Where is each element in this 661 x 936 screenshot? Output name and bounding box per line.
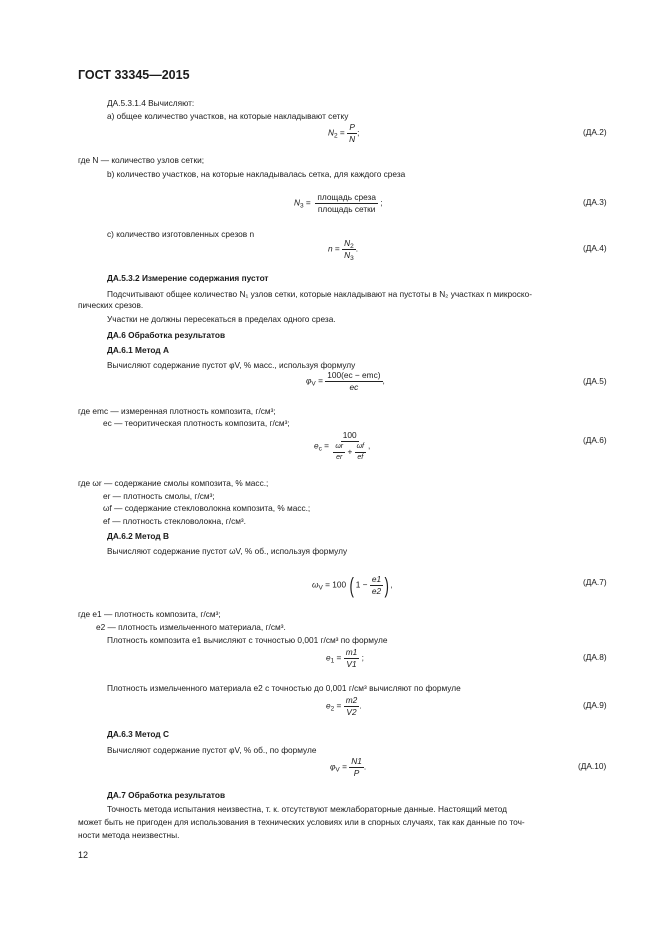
equation-number-da5: (ДА.5) [583, 376, 607, 386]
where-ec: ec — теоритическая плотность композита, г/см³; [103, 418, 290, 428]
item-b: b) количество участков, на которые накладывалась сетка, для каждого среза [107, 169, 406, 179]
page-number: 12 [78, 850, 89, 860]
paragraph-e1: Плотность композита e1 вычисляют с точностью 0,001 г/см³ по формуле [107, 635, 388, 645]
equation-da4: n = $\frac{N_2}{N_3}$ . [328, 238, 359, 262]
equation-da10: $\varphi_V$ = $\frac{N1}{P}$ . [330, 756, 367, 778]
equation-da6: $e_c$ = 100 $\frac{\omega r}{er}$ + $\frac{\omega f}{ef}$ , [314, 430, 371, 461]
method-a-intro: Вычисляют содержание пустот φV, % масс., используя формулу [107, 360, 356, 370]
item-a: a) общее количество участков, на которые накладывают сетку [107, 111, 349, 121]
equation-number-da4: (ДА.4) [583, 243, 607, 253]
where-er: er — плотность смолы, г/см³; [103, 491, 215, 501]
equation-number-da6: (ДА.6) [583, 435, 607, 445]
method-b-intro: Вычисляют содержание пустот ωV, % об., используя формулу [107, 546, 348, 556]
paragraph-e2: Плотность измельченного материала e2 с точностью до 0,001 г/см³ вычисляют по формуле [107, 683, 461, 693]
where-n: где N — количество узлов сетки; [78, 155, 205, 165]
section-da7-heading: ДА.7 Обработка результатов [107, 790, 226, 800]
where-wr: где ωr — содержание смолы композита, % масс.; [78, 478, 269, 488]
where-e2: e2 — плотность измельченного материала, г/см³. [96, 622, 286, 632]
equation-da9: $e_2$ = $\frac{m2}{V2}$ . [326, 695, 362, 717]
where-emc: где emc — измеренная плотность композита, г/см³; [78, 406, 276, 416]
clause-da532-p2: Участки не должны пересекаться в пределах одного среза. [107, 314, 336, 324]
equation-number-da8: (ДА.8) [583, 652, 607, 662]
where-wf: ωf — содержание стекловолокна композита, % масс.; [103, 503, 311, 513]
item-c: c) количество изготовленных срезов n [107, 229, 255, 239]
method-c-intro: Вычисляют содержание пустот φV, % об., по формуле [107, 745, 317, 755]
where-ef: ef — плотность стекловолокна, г/см³. [103, 516, 246, 526]
equation-da5: $\varphi_V$ = 100(eс − emc) eс , [306, 370, 385, 392]
clause-da532-p1-line2: пических срезов. [78, 300, 144, 310]
equation-da3: $N_3$ = площадь среза площадь сетки ; [294, 192, 383, 214]
method-a-heading: ДА.6.1 Метод А [107, 345, 169, 355]
equation-da8: $e_1$ = $\frac{m1}{V1}$ ; [326, 647, 364, 669]
equation-number-da10: (ДА.10) [578, 761, 607, 771]
clause-da5314-intro: ДА.5.3.1.4 Вычисляют: [107, 98, 195, 108]
method-c-heading: ДА.6.3 Метод С [107, 729, 169, 739]
equation-number-da7: (ДА.7) [583, 577, 607, 587]
section-da7-line2: может быть не пригоден для использования в технических условиях или в спорных случаях, так как данные по точ- [78, 817, 525, 827]
section-da7-line3: ности метода неизвестны. [78, 830, 180, 840]
where-e1: где e1 — плотность композита, г/см³; [78, 609, 221, 619]
equation-da2: $N_2$ = $\frac{P}{N}$ ; [328, 122, 360, 144]
document-header: ГОСТ 33345—2015 [78, 68, 190, 82]
section-da6-heading: ДА.6 Обработка результатов [107, 330, 226, 340]
equation-number-da3: (ДА.3) [583, 197, 607, 207]
clause-da532-heading: ДА.5.3.2 Измерение содержания пустот [107, 273, 269, 283]
equation-number-da2: (ДА.2) [583, 127, 607, 137]
equation-da7: $\omega_V = 100$ (1 − $\frac{e1}{e2}$ ), [312, 572, 393, 598]
section-da7-line1: Точность метода испытания неизвестна, т. к. отсутствуют межлабораторные данные. Настоящий метод [107, 804, 507, 814]
clause-da532-p1-line1: Подсчитывают общее количество N₁ узлов сетки, которые накладывают на пустоты в N₂ участках n микроско- [107, 289, 532, 299]
equation-number-da9: (ДА.9) [583, 700, 607, 710]
method-b-heading: ДА.6.2 Метод В [107, 531, 169, 541]
